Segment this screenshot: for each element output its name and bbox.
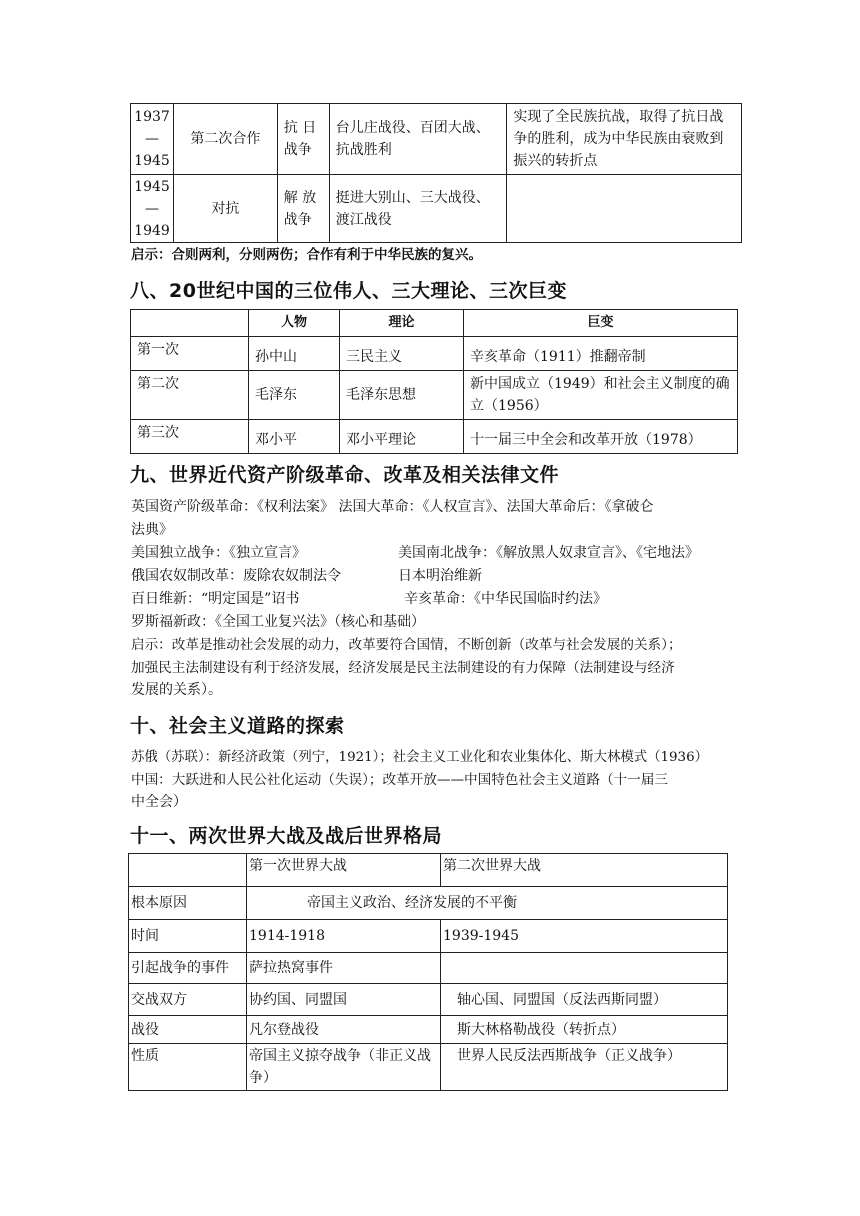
table-row: [129, 953, 728, 984]
world-wars-table: [128, 853, 728, 1091]
header-cell: 第一次世界大战: [247, 854, 441, 887]
table-row: [131, 337, 738, 371]
row-label: 第一次: [131, 337, 249, 371]
text-line: 美国南北战争：《解放黑人奴隶宣言》、《宅地法》: [398, 545, 699, 561]
period-start: 1945: [134, 178, 170, 195]
change-cell: 十一届三中全会和改革开放（1978）: [464, 420, 738, 454]
war-type-cell: 抗 日 战争: [277, 104, 329, 175]
text-line: 中国：大跃进和人民公社化运动（失误）；改革开放——中国特色社会主义道路（十一届三: [131, 772, 668, 788]
header-cell: 理论: [340, 310, 464, 337]
header-cell: 第二次世界大战: [441, 854, 728, 887]
text-line: 英国资产阶级革命：《权利法案》 法国大革命：《人权宣言》、法国大革命后：《拿破仑: [131, 499, 654, 515]
header-cell: [131, 310, 249, 337]
row-label: 战役: [129, 1016, 247, 1044]
table-row: [131, 371, 738, 420]
text-line: 法典》: [131, 522, 173, 538]
events-cell: 台儿庄战役、百团大战、抗战胜利: [329, 104, 507, 175]
row-label: 第三次: [131, 420, 249, 454]
person-cell: 邓小平: [249, 420, 340, 454]
ww2-cell: [441, 953, 728, 984]
ww2-cell: 斯大林格勒战役（转折点）: [441, 1016, 728, 1044]
ww1-cell: 帝国主义掠夺战争（非正义战争）: [247, 1044, 441, 1091]
section10-title: 十、社会主义道路的探索: [130, 715, 345, 737]
table-header-row: [131, 310, 738, 337]
row-label: 引起战争的事件: [129, 953, 247, 984]
header-cell: [129, 854, 247, 887]
insight-line: 发展的关系）。: [131, 682, 222, 698]
section9-title: 九、世界近代资产阶级革命、改革及相关法律文件: [130, 464, 560, 486]
table-row: [131, 104, 742, 175]
ww1-cell: 协约国、同盟国: [247, 984, 441, 1016]
insight-line: 启示：改革是推动社会发展的动力，改革要符合国情，不断创新（改革与社会发展的关系）；: [131, 637, 682, 653]
row-label: 根本原因: [129, 887, 247, 920]
events-cell: 挺进大别山、三大战役、渡江战役: [329, 175, 507, 243]
relation-cell: 第二次合作: [173, 104, 277, 175]
header-cell: 人物: [249, 310, 340, 337]
text-line: 百日维新：“明定国是”诏书: [131, 591, 300, 607]
significance-cell: [507, 175, 742, 243]
ww2-cell: 世界人民反法西斯战争（正义战争）: [441, 1044, 728, 1091]
ww1-cell: 凡尔登战役: [247, 1016, 441, 1044]
table-row: [129, 1016, 728, 1044]
table-row: [129, 1044, 728, 1091]
period-dash: —: [144, 200, 159, 217]
ww1-cell: 1914-1918: [247, 920, 441, 953]
text-line: 俄国农奴制改革：废除农奴制法令: [131, 568, 341, 584]
table-row: [129, 984, 728, 1016]
ww2-cell: 1939-1945: [441, 920, 728, 953]
theory-cell: 邓小平理论: [340, 420, 464, 454]
relation-cell: 对抗: [173, 175, 277, 243]
period-start: 1937: [134, 109, 170, 125]
text-line: 辛亥革命：《中华民国临时约法》: [404, 591, 607, 607]
section8-table: [130, 309, 738, 454]
cooperation-table: [130, 103, 742, 243]
change-cell: 新中国成立（1949）和社会主义制度的确立（1956）: [464, 371, 738, 420]
section11-title: 十一、两次世界大战及战后世界格局: [130, 825, 443, 847]
theory-cell: 毛泽东思想: [340, 371, 464, 420]
period-cell: [131, 175, 174, 243]
period-cell: [131, 104, 174, 175]
ww1-cell: 萨拉热窝事件: [247, 953, 441, 984]
text-line: 罗斯福新政：《全国工业复兴法》（核心和基础）: [131, 614, 425, 630]
row-label: 性质: [129, 1044, 247, 1091]
person-cell: 孙中山: [249, 337, 340, 371]
period-end: 1945: [134, 153, 170, 169]
table-row: [131, 175, 742, 243]
header-cell: 巨变: [464, 310, 738, 337]
text-line: 日本明治维新: [398, 568, 482, 584]
ww2-cell: 轴心国、同盟国（反法西斯同盟）: [441, 984, 728, 1016]
table-row: [129, 920, 728, 953]
text-line: 苏俄（苏联）：新经济政策（列宁，1921）；社会主义工业化和农业集体化、斯大林模式（1936）: [131, 750, 708, 765]
period-dash: —: [144, 131, 159, 147]
war-type-cell: 解 放 战争: [277, 175, 329, 243]
section8-title: 八、20世纪中国的三位伟人、三大理论、三次巨变: [130, 280, 567, 302]
significance-cell: 实现了全民族抗战，取得了抗日战争的胜利，成为中华民族由衰败到振兴的转折点: [507, 104, 742, 175]
period-end: 1949: [134, 222, 170, 239]
text-line: 中全会）: [131, 794, 187, 810]
cooperation-insight: 启示：合则两利，分则两伤；合作有利于中华民族的复兴。: [131, 247, 482, 263]
merged-cell: 帝国主义政治、经济发展的不平衡: [247, 887, 728, 920]
person-cell: 毛泽东: [249, 371, 340, 420]
row-label: 交战双方: [129, 984, 247, 1016]
table-row: [129, 887, 728, 920]
insight-line: 加强民主法制建设有利于经济发展，经济发展是民主法制建设的有力保障（法制建设与经济: [131, 660, 675, 676]
table-row: [131, 420, 738, 454]
theory-cell: 三民主义: [340, 337, 464, 371]
row-label: 时间: [129, 920, 247, 953]
text-line: 美国独立战争：《独立宣言》: [131, 545, 306, 561]
row-label: 第二次: [131, 371, 249, 420]
change-cell: 辛亥革命（1911）推翻帝制: [464, 337, 738, 371]
table-header-row: [129, 854, 728, 887]
